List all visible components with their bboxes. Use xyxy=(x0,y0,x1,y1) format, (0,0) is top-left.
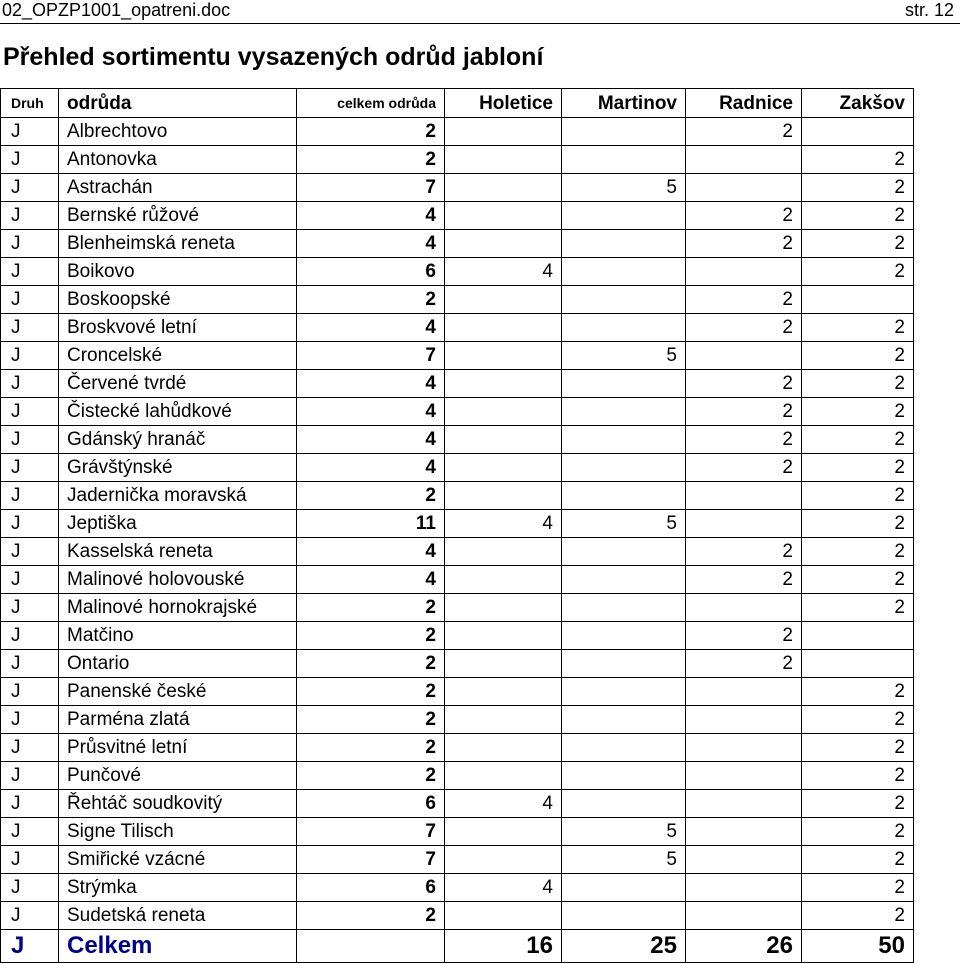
druh-cell: J xyxy=(1,650,59,678)
variety-name-cell: Signe Tilisch xyxy=(59,818,297,846)
druh-cell: J xyxy=(1,846,59,874)
martinov-cell xyxy=(562,258,686,286)
radnice-cell xyxy=(686,902,802,930)
variety-name-cell: Boskoopské xyxy=(59,286,297,314)
martinov-cell xyxy=(562,118,686,146)
radnice-cell xyxy=(686,734,802,762)
holetice-cell xyxy=(445,622,562,650)
variety-table xyxy=(0,88,914,963)
variety-name-cell: Matčino xyxy=(59,622,297,650)
radnice-cell xyxy=(686,846,802,874)
column-header-zaksov: Zakšov xyxy=(802,89,914,118)
zaksov-cell: 2 xyxy=(802,678,914,706)
druh-cell: J xyxy=(1,454,59,482)
martinov-cell xyxy=(562,902,686,930)
zaksov-cell xyxy=(802,286,914,314)
holetice-cell xyxy=(445,706,562,734)
zaksov-cell: 2 xyxy=(802,874,914,902)
total-cell: 11 xyxy=(297,510,445,538)
variety-name-cell: Červené tvrdé xyxy=(59,370,297,398)
table-row xyxy=(1,314,914,342)
druh-cell: J xyxy=(1,622,59,650)
column-header-martinov: Martinov xyxy=(562,89,686,118)
radnice-cell: 2 xyxy=(686,286,802,314)
holetice-cell xyxy=(445,734,562,762)
holetice-cell xyxy=(445,482,562,510)
table-row xyxy=(1,426,914,454)
table-row xyxy=(1,846,914,874)
martinov-cell xyxy=(562,622,686,650)
table-header-row xyxy=(1,89,914,118)
zaksov-cell: 2 xyxy=(802,342,914,370)
holetice-cell: 4 xyxy=(445,258,562,286)
holetice-cell xyxy=(445,286,562,314)
martinov-cell: 5 xyxy=(562,846,686,874)
radnice-cell: 2 xyxy=(686,454,802,482)
radnice-cell xyxy=(686,706,802,734)
druh-cell: J xyxy=(1,398,59,426)
holetice-cell xyxy=(445,566,562,594)
total-cell: 6 xyxy=(297,790,445,818)
table-row xyxy=(1,454,914,482)
martinov-cell: 5 xyxy=(562,342,686,370)
radnice-cell xyxy=(686,762,802,790)
radnice-cell xyxy=(686,146,802,174)
radnice-cell xyxy=(686,342,802,370)
total-cell: 4 xyxy=(297,454,445,482)
table-row xyxy=(1,538,914,566)
variety-name-cell: Řehtáč soudkovitý xyxy=(59,790,297,818)
column-header-druh: Druh xyxy=(1,89,59,118)
table-row xyxy=(1,566,914,594)
zaksov-cell: 2 xyxy=(802,314,914,342)
zaksov-cell: 2 xyxy=(802,706,914,734)
holetice-cell xyxy=(445,538,562,566)
radnice-cell xyxy=(686,174,802,202)
total-cell: 2 xyxy=(297,650,445,678)
total-cell: 4 xyxy=(297,566,445,594)
holetice-cell xyxy=(445,398,562,426)
total-cell: 6 xyxy=(297,258,445,286)
variety-name-cell: Smiřické vzácné xyxy=(59,846,297,874)
total-cell: 7 xyxy=(297,342,445,370)
druh-cell: J xyxy=(1,286,59,314)
page-number: str. 12 xyxy=(904,0,954,20)
column-header-odruda: odrůda xyxy=(59,89,297,118)
holetice-cell: 4 xyxy=(445,874,562,902)
zaksov-cell: 2 xyxy=(802,482,914,510)
holetice-cell xyxy=(445,146,562,174)
variety-name-cell: Sudetská reneta xyxy=(59,902,297,930)
radnice-cell: 2 xyxy=(686,202,802,230)
radnice-cell xyxy=(686,678,802,706)
zaksov-cell: 2 xyxy=(802,426,914,454)
zaksov-cell: 2 xyxy=(802,454,914,482)
variety-name-cell: Malinové holovouské xyxy=(59,566,297,594)
druh-cell: J xyxy=(1,202,59,230)
holetice-cell xyxy=(445,118,562,146)
zaksov-cell: 2 xyxy=(802,174,914,202)
table-row xyxy=(1,790,914,818)
table-row xyxy=(1,286,914,314)
total-radnice-cell: 26 xyxy=(686,930,802,963)
total-cell: 4 xyxy=(297,202,445,230)
total-martinov-cell: 25 xyxy=(562,930,686,963)
holetice-cell xyxy=(445,230,562,258)
variety-name-cell: Antonovka xyxy=(59,146,297,174)
zaksov-cell: 2 xyxy=(802,790,914,818)
holetice-cell xyxy=(445,594,562,622)
martinov-cell xyxy=(562,706,686,734)
radnice-cell: 2 xyxy=(686,370,802,398)
martinov-cell xyxy=(562,398,686,426)
table-row xyxy=(1,370,914,398)
total-cell: 2 xyxy=(297,902,445,930)
table-row xyxy=(1,510,914,538)
table-row xyxy=(1,342,914,370)
total-cell: 2 xyxy=(297,286,445,314)
table-row xyxy=(1,202,914,230)
table-row xyxy=(1,230,914,258)
druh-cell: J xyxy=(1,370,59,398)
holetice-cell xyxy=(445,846,562,874)
martinov-cell: 5 xyxy=(562,510,686,538)
total-cell: 2 xyxy=(297,622,445,650)
zaksov-cell: 2 xyxy=(802,258,914,286)
martinov-cell xyxy=(562,566,686,594)
page-header xyxy=(0,0,960,22)
variety-name-cell: Panenské české xyxy=(59,678,297,706)
druh-cell: J xyxy=(1,538,59,566)
holetice-cell xyxy=(445,342,562,370)
total-cell: 2 xyxy=(297,118,445,146)
variety-name-cell: Malinové hornokrajské xyxy=(59,594,297,622)
druh-cell: J xyxy=(1,482,59,510)
table-row xyxy=(1,650,914,678)
martinov-cell xyxy=(562,370,686,398)
total-cell: 4 xyxy=(297,230,445,258)
table-row xyxy=(1,706,914,734)
variety-name-cell: Boikovo xyxy=(59,258,297,286)
zaksov-cell: 2 xyxy=(802,762,914,790)
table-row xyxy=(1,622,914,650)
druh-cell: J xyxy=(1,902,59,930)
zaksov-cell: 2 xyxy=(802,538,914,566)
holetice-cell xyxy=(445,454,562,482)
total-cell: 2 xyxy=(297,594,445,622)
zaksov-cell: 2 xyxy=(802,846,914,874)
table-row xyxy=(1,258,914,286)
radnice-cell: 2 xyxy=(686,314,802,342)
druh-cell: J xyxy=(1,762,59,790)
martinov-cell: 5 xyxy=(562,818,686,846)
variety-name-cell: Čistecké lahůdkové xyxy=(59,398,297,426)
radnice-cell xyxy=(686,874,802,902)
druh-cell: J xyxy=(1,706,59,734)
martinov-cell xyxy=(562,790,686,818)
martinov-cell xyxy=(562,146,686,174)
total-cell: 2 xyxy=(297,678,445,706)
table-row xyxy=(1,118,914,146)
table-row xyxy=(1,594,914,622)
table-row xyxy=(1,174,914,202)
variety-name-cell: Strýmka xyxy=(59,874,297,902)
total-cell: 2 xyxy=(297,734,445,762)
zaksov-cell xyxy=(802,622,914,650)
druh-cell: J xyxy=(1,566,59,594)
holetice-cell xyxy=(445,818,562,846)
holetice-cell: 4 xyxy=(445,510,562,538)
zaksov-cell: 2 xyxy=(802,902,914,930)
martinov-cell xyxy=(562,874,686,902)
martinov-cell xyxy=(562,314,686,342)
total-cell: 4 xyxy=(297,398,445,426)
table-row xyxy=(1,818,914,846)
total-holetice-cell: 16 xyxy=(445,930,562,963)
radnice-cell xyxy=(686,258,802,286)
total-cell: 4 xyxy=(297,370,445,398)
radnice-cell xyxy=(686,818,802,846)
druh-cell: J xyxy=(1,342,59,370)
druh-cell: J xyxy=(1,818,59,846)
total-cell: 4 xyxy=(297,426,445,454)
total-cell: 7 xyxy=(297,818,445,846)
martinov-cell xyxy=(562,538,686,566)
zaksov-cell: 2 xyxy=(802,202,914,230)
holetice-cell: 4 xyxy=(445,790,562,818)
druh-cell: J xyxy=(1,874,59,902)
holetice-cell xyxy=(445,314,562,342)
druh-cell: J xyxy=(1,146,59,174)
martinov-cell xyxy=(562,650,686,678)
holetice-cell xyxy=(445,174,562,202)
variety-name-cell: Blenheimská reneta xyxy=(59,230,297,258)
radnice-cell: 2 xyxy=(686,118,802,146)
total-cell: 7 xyxy=(297,846,445,874)
radnice-cell xyxy=(686,510,802,538)
zaksov-cell: 2 xyxy=(802,594,914,622)
martinov-cell xyxy=(562,454,686,482)
martinov-cell xyxy=(562,594,686,622)
holetice-cell xyxy=(445,370,562,398)
zaksov-cell: 2 xyxy=(802,146,914,174)
holetice-cell xyxy=(445,762,562,790)
table-row xyxy=(1,482,914,510)
document-filename: 02_OPZP1001_opatreni.doc xyxy=(2,0,231,20)
table-row xyxy=(1,874,914,902)
radnice-cell: 2 xyxy=(686,426,802,454)
druh-cell: J xyxy=(1,426,59,454)
variety-name-cell: Bernské růžové xyxy=(59,202,297,230)
column-header-holetice: Holetice xyxy=(445,89,562,118)
zaksov-cell: 2 xyxy=(802,230,914,258)
zaksov-cell: 2 xyxy=(802,818,914,846)
radnice-cell: 2 xyxy=(686,538,802,566)
druh-cell: J xyxy=(1,314,59,342)
martinov-cell xyxy=(562,678,686,706)
variety-name-cell: Jeptiška xyxy=(59,510,297,538)
radnice-cell: 2 xyxy=(686,622,802,650)
variety-name-cell: Broskvové letní xyxy=(59,314,297,342)
total-cell: 2 xyxy=(297,146,445,174)
martinov-cell xyxy=(562,202,686,230)
radnice-cell: 2 xyxy=(686,650,802,678)
holetice-cell xyxy=(445,678,562,706)
total-druh-cell: J xyxy=(1,930,59,963)
martinov-cell xyxy=(562,426,686,454)
holetice-cell xyxy=(445,426,562,454)
zaksov-cell xyxy=(802,650,914,678)
zaksov-cell xyxy=(802,118,914,146)
table-row xyxy=(1,734,914,762)
druh-cell: J xyxy=(1,230,59,258)
druh-cell: J xyxy=(1,594,59,622)
holetice-cell xyxy=(445,650,562,678)
table-row xyxy=(1,762,914,790)
radnice-cell xyxy=(686,594,802,622)
martinov-cell: 5 xyxy=(562,174,686,202)
zaksov-cell: 2 xyxy=(802,370,914,398)
druh-cell: J xyxy=(1,258,59,286)
druh-cell: J xyxy=(1,678,59,706)
variety-name-cell: Kasselská reneta xyxy=(59,538,297,566)
variety-name-cell: Albrechtovo xyxy=(59,118,297,146)
zaksov-cell: 2 xyxy=(802,398,914,426)
table-row xyxy=(1,902,914,930)
druh-cell: J xyxy=(1,510,59,538)
radnice-cell: 2 xyxy=(686,230,802,258)
variety-name-cell: Punčové xyxy=(59,762,297,790)
martinov-cell xyxy=(562,762,686,790)
header-divider xyxy=(0,23,960,24)
druh-cell: J xyxy=(1,174,59,202)
column-header-celkem: celkem odrůda xyxy=(297,89,445,118)
radnice-cell xyxy=(686,482,802,510)
variety-name-cell: Gdánský hranáč xyxy=(59,426,297,454)
total-cell: 2 xyxy=(297,706,445,734)
martinov-cell xyxy=(562,230,686,258)
zaksov-cell: 2 xyxy=(802,734,914,762)
total-cell: 2 xyxy=(297,762,445,790)
variety-name-cell: Jadernička moravská xyxy=(59,482,297,510)
total-cell: 4 xyxy=(297,314,445,342)
zaksov-cell: 2 xyxy=(802,510,914,538)
druh-cell: J xyxy=(1,734,59,762)
druh-cell: J xyxy=(1,790,59,818)
table-row xyxy=(1,678,914,706)
zaksov-cell: 2 xyxy=(802,566,914,594)
variety-name-cell: Průsvitné letní xyxy=(59,734,297,762)
variety-name-cell: Ontario xyxy=(59,650,297,678)
holetice-cell xyxy=(445,202,562,230)
table-row xyxy=(1,398,914,426)
total-zaksov-cell: 50 xyxy=(802,930,914,963)
total-cell: 7 xyxy=(297,174,445,202)
column-header-radnice: Radnice xyxy=(686,89,802,118)
variety-name-cell: Parména zlatá xyxy=(59,706,297,734)
table-row xyxy=(1,146,914,174)
radnice-cell xyxy=(686,790,802,818)
variety-name-cell: Astrachán xyxy=(59,174,297,202)
druh-cell: J xyxy=(1,118,59,146)
radnice-cell: 2 xyxy=(686,566,802,594)
total-total-cell xyxy=(297,930,445,963)
total-variety-name-cell: Celkem xyxy=(59,930,297,963)
total-row xyxy=(1,930,914,963)
martinov-cell xyxy=(562,482,686,510)
total-cell: 6 xyxy=(297,874,445,902)
radnice-cell: 2 xyxy=(686,398,802,426)
holetice-cell xyxy=(445,902,562,930)
martinov-cell xyxy=(562,734,686,762)
martinov-cell xyxy=(562,286,686,314)
variety-name-cell: Croncelské xyxy=(59,342,297,370)
total-cell: 4 xyxy=(297,538,445,566)
total-cell: 2 xyxy=(297,482,445,510)
page-title: Přehled sortimentu vysazených odrůd jabloní xyxy=(3,43,544,71)
variety-name-cell: Grávštýnské xyxy=(59,454,297,482)
